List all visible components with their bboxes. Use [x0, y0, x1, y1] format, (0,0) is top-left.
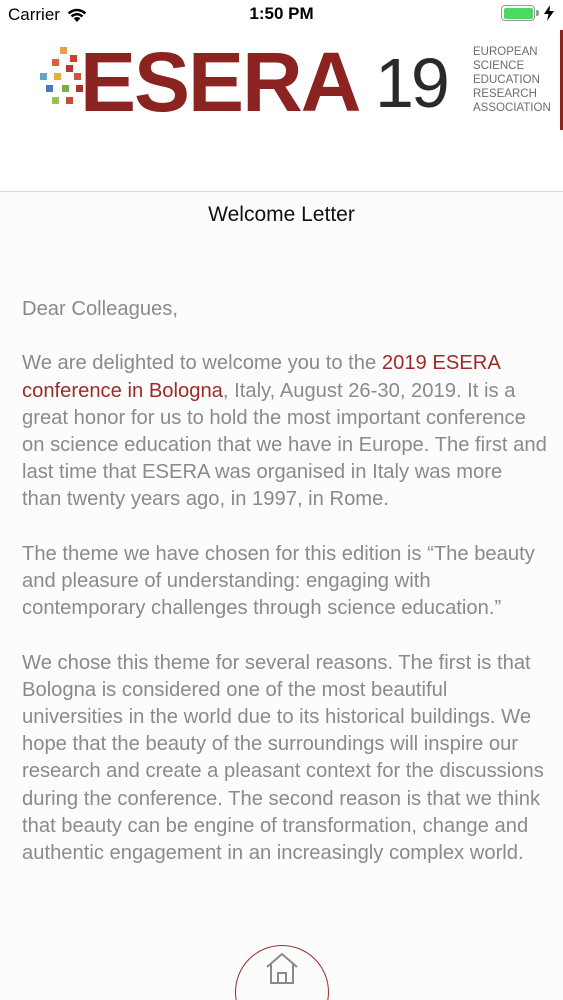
status-bar — [0, 0, 563, 30]
logo-tagline-line: SCIENCE — [473, 60, 525, 72]
carrier-label: Carrier — [8, 5, 60, 24]
letter-greeting: Dear Colleagues, — [22, 298, 178, 320]
page-title: Welcome Letter — [208, 203, 355, 226]
logo-wordmark: ESERA — [80, 35, 360, 129]
charging-bolt-icon — [543, 5, 555, 21]
battery-cap — [536, 10, 539, 16]
welcome-letter-body[interactable] — [22, 296, 547, 894]
battery-icon — [501, 5, 535, 21]
logo-tagline-line: ASSOCIATION — [473, 102, 551, 114]
letter-paragraph-3: We chose this theme for several reasons. The first is that Bologna is considered one of the most beautiful universities in the world due to its historical buildings. We hope that the beauty of the surroundings will inspire our research and create a pleasant context for the discussions during the conference. The second reason is that we think that beauty can be engine of transformation, change and authentic engagement in an increasingly complex world. — [22, 651, 544, 865]
header-banner — [0, 30, 563, 192]
logo-year: 19 — [375, 44, 447, 122]
logo-tagline-line: EDUCATION — [473, 74, 540, 86]
logo-tagline-line: RESEARCH — [473, 88, 537, 100]
letter-paragraph-1 — [22, 350, 547, 513]
letter-p1-rest: , Italy, August 26-30, 2019. It is a great honor for us to hold the most important conference on science education that we have in Europe. The first and last time that ESERA was organised in Italy was more than twenty years ago, in 1997, in Rome. — [22, 379, 547, 511]
letter-paragraph-2: The theme we have chosen for this edition is “The beauty and pleasure of understanding: engaging with contemporary challenges through science education.” — [22, 542, 535, 620]
logo-tagline-line: EUROPEAN — [473, 46, 538, 58]
status-time: 1:50 PM — [249, 4, 314, 23]
conference-link[interactable]: 2019 ESERA conference in Bologna — [22, 352, 500, 402]
home-icon[interactable] — [264, 951, 300, 985]
logo-tagline — [473, 45, 551, 115]
letter-p1-intro: We are delighted to welcome you to the — [22, 352, 382, 375]
status-right — [501, 5, 555, 21]
battery-level-fill — [504, 8, 533, 19]
